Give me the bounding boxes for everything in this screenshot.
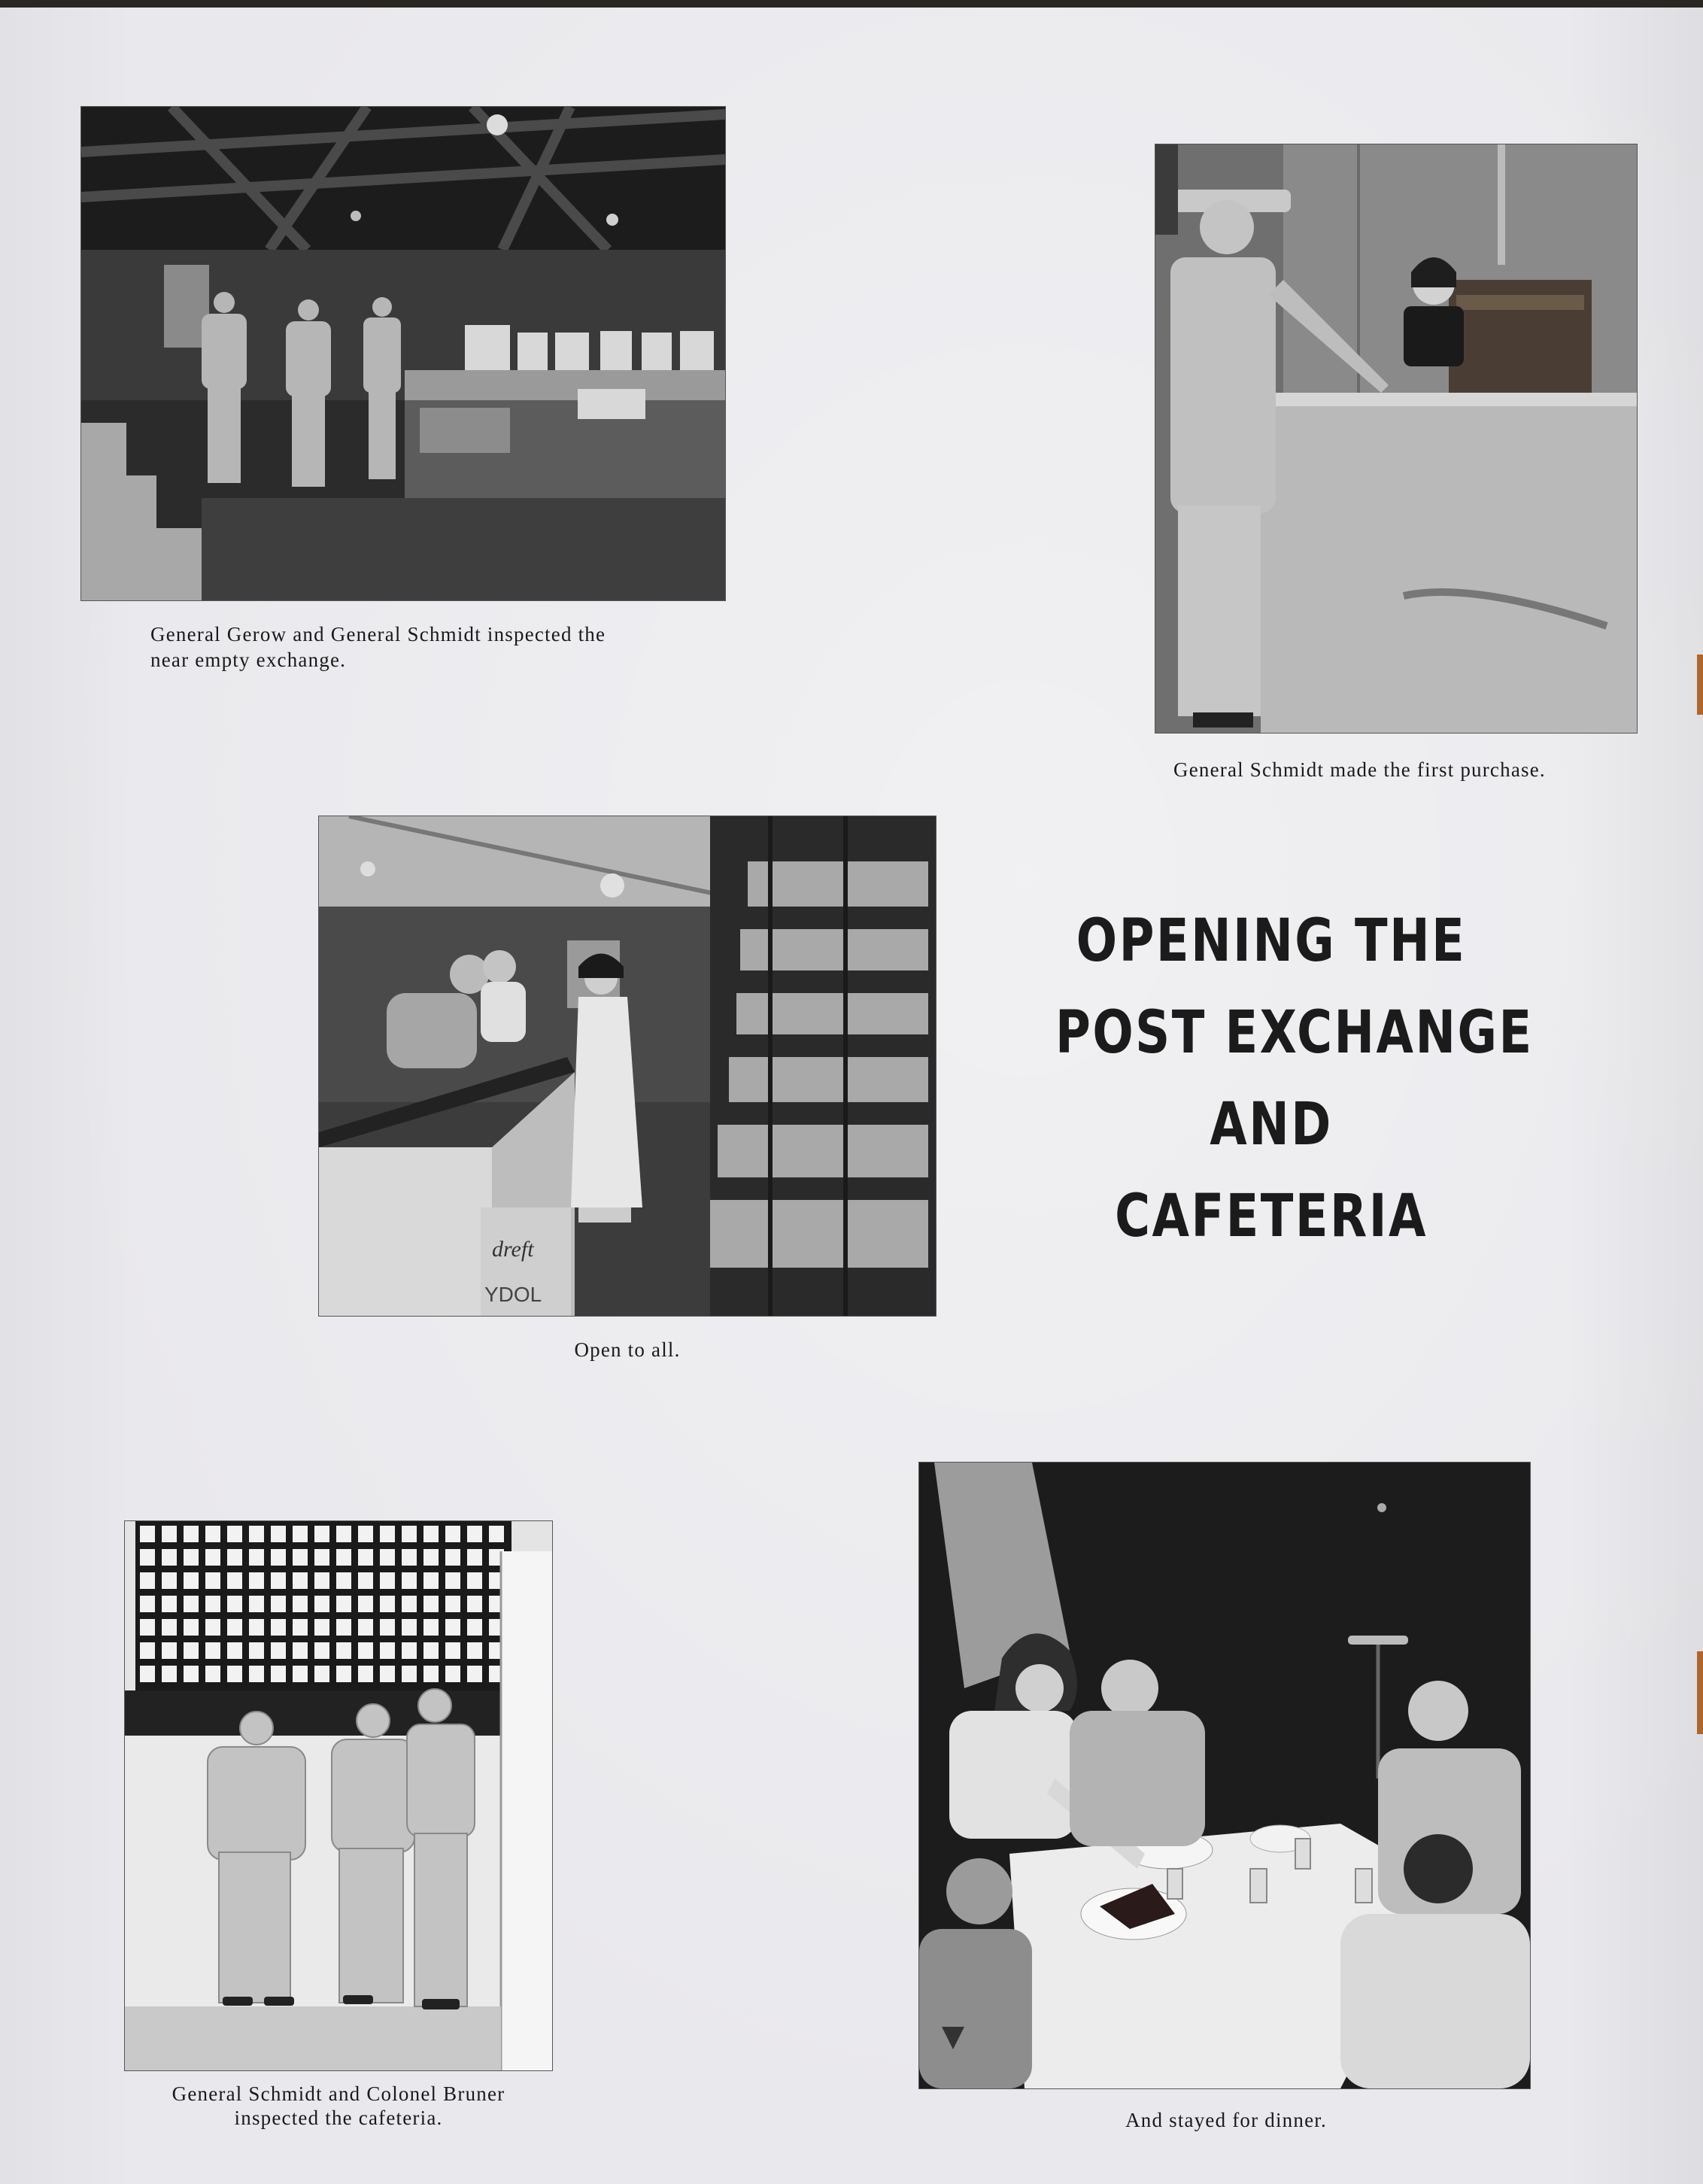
lattice-cell [314,1596,329,1612]
lattice-cell [293,1572,308,1589]
photo-cafeteria-inspection [125,1521,552,2070]
photo-dinner [919,1463,1530,2088]
lattice-cell [445,1572,460,1589]
lattice-cell [271,1619,286,1636]
caption-cafeteria-inspection [113,2082,564,2130]
open-to-all-image [319,816,936,1316]
lattice-cell [467,1526,482,1542]
lattice-cell [423,1572,439,1589]
lattice-cell [271,1596,286,1612]
caption-line: inspected the cafeteria. [234,2107,443,2129]
caption-line: And stayed for dinner. [1125,2109,1327,2131]
lattice-cell [293,1619,308,1636]
lattice-cell [162,1642,177,1659]
lattice-cell [402,1642,417,1659]
headline-line: AND [1210,1091,1333,1159]
lattice-cell [358,1666,373,1682]
lattice-cell [184,1526,199,1542]
lattice-cell [227,1572,242,1589]
page-headline [1055,895,1534,1262]
lattice-cell [249,1596,264,1612]
lattice-cell [140,1619,155,1636]
magazine-page [0,8,1703,2184]
lattice-cell [467,1619,482,1636]
lattice-cell [205,1642,220,1659]
lattice-cell [271,1666,286,1682]
lattice-cell [271,1526,286,1542]
lattice-cell [380,1642,395,1659]
lattice-cell [162,1572,177,1589]
photo-first-purchase [1155,144,1637,733]
caption-exchange-inspection [150,621,692,673]
lattice-cell [489,1526,504,1542]
lattice-cell [293,1549,308,1566]
lattice-cell [162,1666,177,1682]
lattice-cell [293,1666,308,1682]
lattice-cell [380,1549,395,1566]
caption-open-to-all [326,1337,928,1362]
box-label-dreft: dreft [492,1237,534,1262]
lattice-cell [423,1526,439,1542]
lattice-cell [467,1572,482,1589]
lattice-cell [249,1549,264,1566]
lattice-cell [445,1549,460,1566]
lattice-cell [336,1549,351,1566]
caption-dinner [1000,2107,1452,2133]
lattice-cell [162,1549,177,1566]
lattice-cell [184,1549,199,1566]
lattice-cell [314,1572,329,1589]
binding-edge-mark [1697,655,1703,715]
lattice-cell [467,1549,482,1566]
caption-line: General Gerow and General Schmidt inspected the [150,623,606,645]
lattice-cell [402,1619,417,1636]
lattice-cell [445,1596,460,1612]
lattice-cell [162,1619,177,1636]
lattice-cell [227,1666,242,1682]
lattice-cell [402,1572,417,1589]
lattice-cell [184,1642,199,1659]
lattice-cell [140,1666,155,1682]
photo-open-to-all [319,816,936,1316]
lattice-cell [445,1666,460,1682]
lattice-cell [227,1526,242,1542]
lattice-cell [423,1666,439,1682]
caption-line: Open to all. [574,1338,681,1361]
lattice-cell [402,1526,417,1542]
lattice-cell [423,1619,439,1636]
caption-line: near empty exchange. [150,649,347,671]
lattice-cell [271,1572,286,1589]
lattice-cell [358,1549,373,1566]
lattice-cell [249,1526,264,1542]
dinner-image [919,1463,1530,2088]
lattice-cell [205,1596,220,1612]
lattice-cell [445,1619,460,1636]
lattice-cell [249,1619,264,1636]
lattice-cell [314,1526,329,1542]
lattice-cell [467,1596,482,1612]
lattice-cell [358,1526,373,1542]
lattice-cell [205,1619,220,1636]
lattice-cell [336,1619,351,1636]
lattice-cell [402,1666,417,1682]
lattice-cell [140,1549,155,1566]
lattice-cell [293,1596,308,1612]
lattice-cell [314,1549,329,1566]
lattice-cell [271,1642,286,1659]
lattice-cell [467,1642,482,1659]
first-purchase-image [1155,144,1637,733]
lattice-cell [249,1572,264,1589]
lattice-cell [162,1526,177,1542]
lattice-cell [140,1642,155,1659]
lattice-cell [249,1642,264,1659]
lattice-cell [205,1526,220,1542]
lattice-cell [336,1596,351,1612]
lattice-cell [358,1572,373,1589]
lattice-cell [467,1666,482,1682]
caption-line: General Schmidt made the first purchase. [1173,758,1546,781]
lattice-cell [184,1572,199,1589]
lattice-cell [184,1666,199,1682]
lattice-cell [205,1549,220,1566]
lattice-cell [227,1642,242,1659]
lattice-cell [271,1549,286,1566]
lattice-cell [314,1619,329,1636]
lattice-cell [184,1596,199,1612]
lattice-cell [380,1526,395,1542]
lattice-cell [140,1596,155,1612]
lattice-cell [358,1596,373,1612]
caption-line: General Schmidt and Colonel Bruner [172,2082,505,2105]
lattice-cell [402,1596,417,1612]
lattice-cell [293,1642,308,1659]
photo-exchange-inspection [81,107,725,600]
headline-line: POST EXCHANGE [1055,999,1534,1067]
cafeteria-inspection-image [125,1521,552,2070]
lattice-cell [423,1596,439,1612]
lattice-cell [380,1572,395,1589]
lattice-cell [336,1666,351,1682]
lattice-cell [293,1526,308,1542]
lattice-cell [380,1666,395,1682]
caption-first-purchase [1173,757,1625,782]
lattice-cell [358,1619,373,1636]
lattice-cell [423,1642,439,1659]
lattice-cell [205,1572,220,1589]
lattice-cell [402,1549,417,1566]
lattice-cell [184,1619,199,1636]
lattice-cell [445,1642,460,1659]
lattice-cell [227,1549,242,1566]
lattice-cell [336,1572,351,1589]
lattice-cell [162,1596,177,1612]
lattice-cell [140,1526,155,1542]
lattice-cell [227,1619,242,1636]
lattice-cell [314,1666,329,1682]
lattice-cell [380,1596,395,1612]
binding-edge-mark [1697,1651,1703,1734]
lattice-cell [380,1619,395,1636]
lattice-cell [423,1549,439,1566]
lattice-cell [336,1526,351,1542]
lattice-cell [140,1572,155,1589]
headline-line: CAFETERIA [1115,1183,1428,1250]
box-label-ydol: YDOL [484,1283,542,1306]
lattice-cell [314,1642,329,1659]
lattice-cell [336,1642,351,1659]
lattice-cell [358,1642,373,1659]
lattice-cell [205,1666,220,1682]
headline-line: OPENING THE [1076,907,1467,975]
lattice-cell [445,1526,460,1542]
lattice-cell [227,1596,242,1612]
lattice-cell [249,1666,264,1682]
exchange-interior-image [81,107,725,600]
